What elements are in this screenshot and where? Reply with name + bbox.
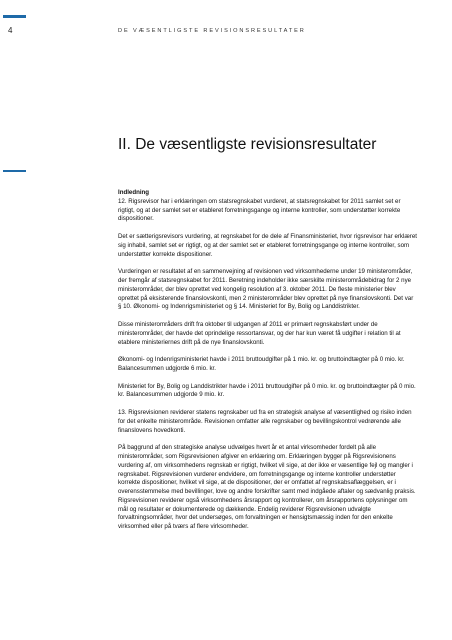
paragraph: Disse ministerområders drift fra oktober til udgangen af 2011 er primært regnskabsført under de ministerområder, der havde det oprindelige ressortansvar, og der har kun været få udgifter i relation til at etablere ministeriernes drift på de nye finanslovskonti. xyxy=(118,320,401,346)
section-accent-rule xyxy=(3,170,26,172)
top-accent-rule xyxy=(3,15,26,18)
running-header: DE VÆSENTLIGSTE REVISIONSRESULTATER xyxy=(118,28,306,34)
paragraph: Det er sætterigsrevisors vurdering, at regnskabet for de dele af Finansministeriet, hvor rigsrevisor har erklæret sig inhabil, samlet set er rigtigt, og at der samlet set er etableret forretningsgange og interne kontroller, som understøtter korrekte dispositioner. xyxy=(118,232,417,258)
page-number: 4 xyxy=(8,26,13,35)
body-text xyxy=(118,189,418,541)
section-heading: Indledning xyxy=(118,189,150,196)
chapter-title: II. De væsentligste revisionsresultater xyxy=(118,136,377,153)
paragraph: På baggrund af den strategiske analyse udvælges hvert år et antal virksomheder fordelt på alle ministerområder, som Rigsrevisionen afgiver en erklæring om. Erklæringen bygger på Rigsrevisionens vurdering af, om virksomhedens regnskab er rigtigt, hvilket vil sige, at der ikke er væsentlige fejl og mangler i regnskabet. Rigsrevisionen vurderer endvidere, om forretningsgange og interne kontroller understøtter korrekte dispositioner, hvilket vil sige, at de dispositioner, der er omfattet af regnskabsaflæggelsen, er i overensstemmelse med bevillinger, love og andre forskrifter samt med indgåede aftaler og sædvanlig praksis. Rigsrevisionen reviderer også virksomhedens årsrapport og kontrollerer, om årsrapportens oplysninger om mål og resultater er dokumenterede og dækkende. Endelig reviderer Rigsrevisionen udvalgte forvaltningsområder, hvor det undersøges, om forvaltningen er hensigtsmæssig inden for den enkelte virksomhed eller på tværs af flere virksomheder. xyxy=(118,444,416,531)
paragraph: Ministeriet for By, Bolig og Landdistrikter havde i 2011 bruttoudgifter på 0 mio. kr. og bruttoindtægter på 0 mio. kr. Balancesummen udgjorde 9 mio. kr. xyxy=(118,382,416,399)
paragraph: Vurderingen er resultatet af en sammenvejning af revisionen ved virksomhederne under 19 ministerområder, der fremgår af statsregnskabet for 2011. Beretning indeholder ikke særskilte ministerområdebidrag for 2 nye ministerområder, der blev oprettet ved kongelig resolution af 3. oktober 2011. De fleste ministerier blev oprettet på eksisterende finanslovskonti, men 2 ministerområder blev oprettet på nye finanslovskonti. Det var § 10. Økonomi- og Indenrigsministeriet og § 14. Ministeriet for By, Bolig og Landdistrikter. xyxy=(118,268,414,311)
paragraph: 12. Rigsrevisor har i erklæringen om statsregnskabet vurderet, at statsregnskabet for 2011 samlet set er rigtigt, og at der samlet set er etableret forretningsgange og interne kontroller, som understøtter korrekte dispositioner. xyxy=(118,197,401,223)
paragraph: Økonomi- og Indenrigsministeriet havde i 2011 bruttoudgifter på 1 mio. kr. og bruttoindtægter på 0 mio. kr. Balancesummen udgjorde 6 mio. kr. xyxy=(118,356,405,372)
paragraph: 13. Rigsrevisionen reviderer statens regnskaber ud fra en strategisk analyse af væsentlighed og risiko inden for det enkelte ministerområde. Revisionen omfatter alle regnskaber og bevillingskontrol vedrørende alle finanslovens hovedkonti. xyxy=(118,408,412,434)
